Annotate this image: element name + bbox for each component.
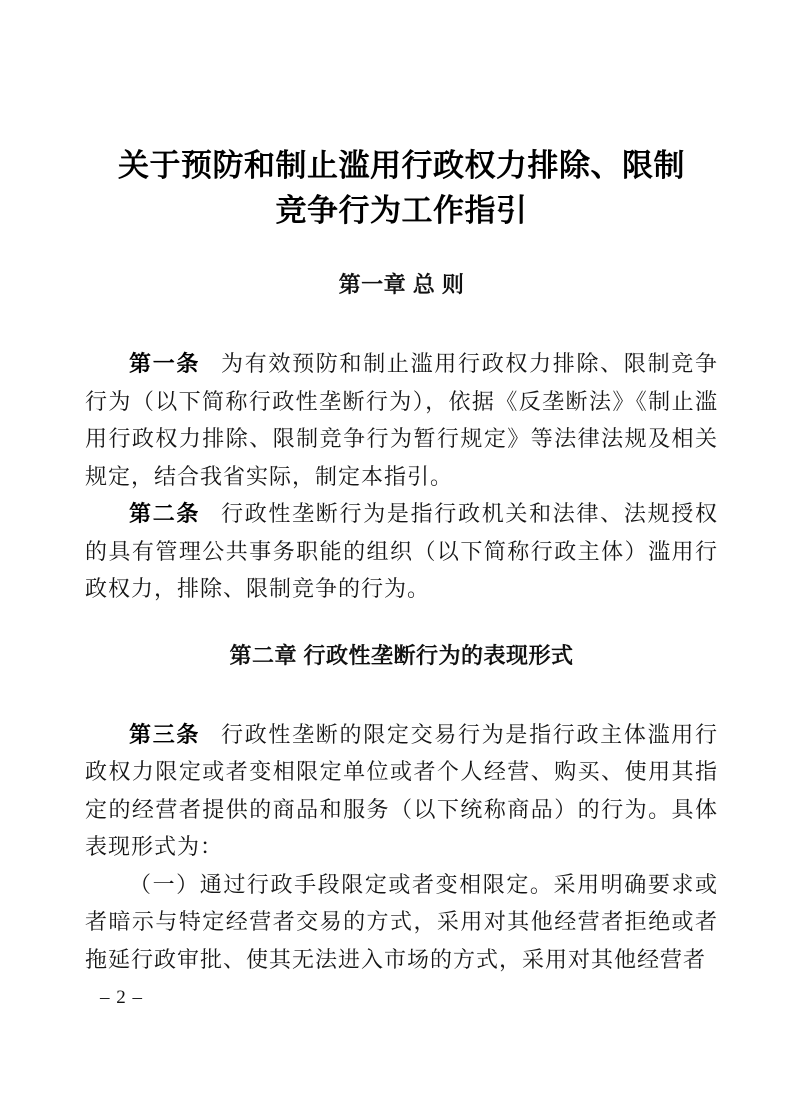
page-number: – 2 –: [100, 987, 143, 1008]
article-1-label: 第一条: [129, 351, 201, 376]
chapter-2-heading: 第二章 行政性垄断行为的表现形式: [229, 642, 574, 668]
article-1-paragraph: [85, 345, 718, 495]
article-2-text: 行政性垄断行为是指行政机关和法律、法规授权的具有管理公共事务职能的组织（以下简称行政主体）滥用行政权力，排除、限制竞争的行为。: [85, 501, 718, 601]
article-2-paragraph: [85, 495, 718, 608]
article-3-item-1-paragraph: [85, 866, 718, 979]
document-title: [85, 143, 718, 233]
title-line-1: 关于预防和制止滥用行政权力排除、限制: [118, 148, 685, 183]
title-line-2: 竞争行为工作指引: [275, 193, 528, 228]
article-3-text: 行政性垄断的限定交易行为是指行政主体滥用行政权力限定或者变相限定单位或者个人经营、购买、使用其指定的经营者提供的商品和服务（以下统称商品）的行为。具体表现形式为：: [85, 721, 718, 859]
article-3-paragraph: [85, 716, 718, 866]
chapter-1-heading: 第一章 总 则: [338, 272, 465, 297]
article-3-label: 第三条: [129, 721, 201, 747]
article-2-label: 第二条: [129, 501, 201, 526]
article-3-item-1-text: （一）通过行政手段限定或者变相限定。采用明确要求或者暗示与特定经营者交易的方式，采用对其他经营者拒绝或者拖延行政审批、使其无法进入市场的方式，采用对其他经营者: [85, 871, 718, 972]
article-1-text: 为有效预防和制止滥用行政权力排除、限制竞争行为（以下简称行政性垄断行为），依据《反垄断法》《制止滥用行政权力排除、限制竞争行为暂行规定》等法律法规及相关规定，结合我省实际，制定本指引。: [85, 351, 718, 489]
